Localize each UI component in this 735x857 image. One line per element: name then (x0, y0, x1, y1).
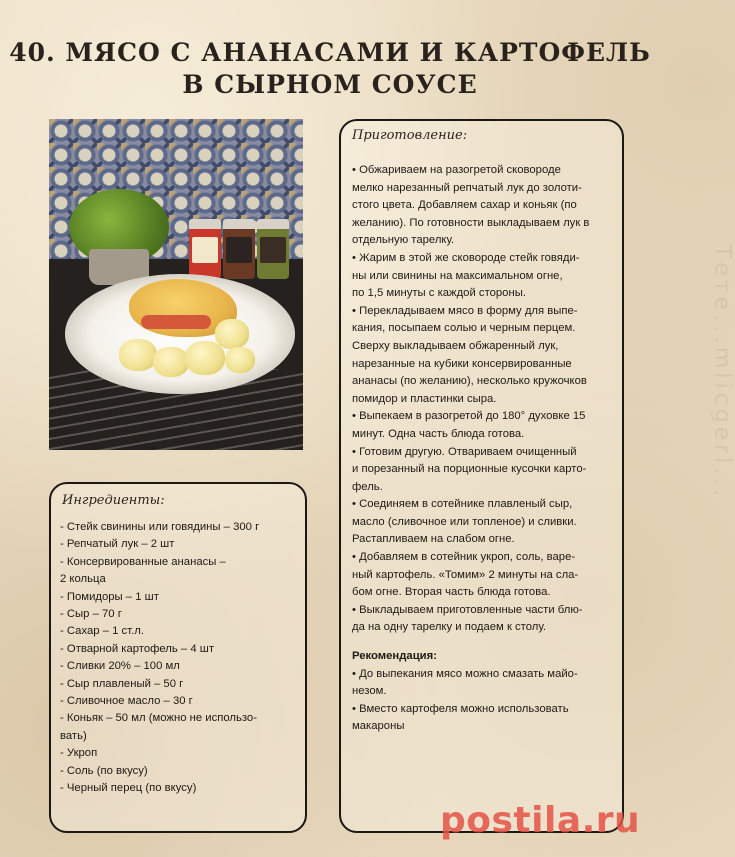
tomato-slices (141, 315, 211, 329)
ingredient-item: - Стейк свинины или говядины – 300 г (60, 521, 260, 533)
ingredient-item: - Сливочное масло – 30 г (60, 695, 193, 708)
step-line: желанию). По готовности выкладываем лук в (352, 216, 590, 229)
ingredient-item: - Сыр – 70 г (60, 608, 122, 621)
step-line: Сверху выкладываем обжаренный лук, (352, 339, 559, 352)
dish-photo (49, 119, 303, 450)
recommendation-title: Рекомендация: (352, 650, 437, 663)
ingredient-item: - Отварной картофель – 4 шт (60, 642, 215, 655)
ingredient-item: - Сыр плавленый – 50 г (60, 677, 184, 690)
step-line: • Соединяем в сотейнике плавленый сыр, (352, 498, 573, 511)
ingredient-item: - Коньяк – 50 мл (можно не использо- (60, 712, 257, 725)
recommendation-line: • Вместо картофеля можно использовать (352, 702, 569, 715)
ingredient-item: 2 кольца (60, 573, 106, 586)
step-line: по 1,5 минуты с каждой стороны. (352, 287, 526, 300)
title-line-1: 40. МЯСО С АНАНАСАМИ И КАРТОФЕЛЬ (9, 38, 651, 67)
ingredients-heading: Ингредиенты: (62, 493, 165, 508)
step-line: • Добавляем в сотейник укроп, соль, варе- (352, 551, 576, 564)
step-line: бом огне. Вторая часть блюда готова. (352, 586, 551, 599)
recommendation-line: • До выпекания мясо можно смазать майо- (352, 667, 578, 680)
spice-jar-green (257, 219, 289, 279)
potato (185, 341, 225, 375)
spice-jar-brown (223, 219, 255, 279)
ingredient-item: - Репчатый лук – 2 шт (60, 538, 175, 551)
postila-logo: postila.ru (440, 800, 641, 841)
step-line: фель. (352, 480, 383, 493)
ingredient-item: - Консервированные ананасы – (60, 555, 226, 568)
step-line: минут. Одна часть блюда готова. (352, 427, 525, 440)
step-line: ананасы (по желанию), несколько кружочков (352, 375, 587, 388)
preparation-steps (352, 162, 620, 736)
step-line: • Выкладываем приготовленные части блю- (352, 603, 583, 616)
ingredient-item: вать) (60, 729, 87, 742)
potato (215, 319, 249, 349)
step-line: мелко нарезанный репчатый лук до золоти- (352, 181, 582, 194)
vertical-watermark: Тете...mlicgerl... (709, 244, 735, 501)
ingredient-item: - Сахар – 1 ст.л. (60, 625, 144, 638)
step-line: да на одну тарелку и подаем к столу. (352, 621, 547, 634)
ingredient-item: - Соль (по вкусу) (60, 764, 148, 777)
recommendation-line: макароны (352, 720, 405, 733)
step-line: • Выпекаем в разогретой до 180° духовке 15 (352, 410, 586, 423)
potato (153, 347, 189, 377)
spice-jar-red (189, 219, 221, 279)
title-line-2: В СЫРНОМ СОУСЕ (182, 70, 478, 99)
step-line: • Перекладываем мясо в форму для выпе- (352, 304, 578, 317)
step-line: кания, посыпаем солью и черным перцем. (352, 322, 576, 335)
preparation-heading: Приготовление: (352, 128, 468, 143)
step-line: • Обжариваем на разогретой сковороде (352, 164, 561, 176)
step-line: нарезанные на кубики консервированные (352, 357, 572, 370)
potato (225, 347, 255, 373)
step-line: ны или свинины на максимальном огне, (352, 269, 563, 282)
step-line: масло (сливочное или топленое) и сливки. (352, 515, 577, 528)
step-line: и порезанный на порционные кусочки карто- (352, 463, 587, 476)
step-line: • Жарим в этой же сковороде стейк говяди- (352, 251, 580, 264)
ingredients-list (60, 519, 295, 798)
step-line: помидор и пластинки сыра. (352, 392, 497, 405)
ingredient-item: - Укроп (60, 747, 98, 760)
step-line: Растапливаем на слабом огне. (352, 533, 515, 546)
step-line: ный картофель. «Томим» 2 минуты на сла- (352, 568, 579, 581)
recommendation-line: незом. (352, 685, 387, 698)
step-line: • Готовим другую. Отвариваем очищенный (352, 445, 577, 458)
ingredient-item: - Сливки 20% – 100 мл (60, 660, 180, 673)
step-line: стого цвета. Добавляем сахар и коньяк (по (352, 199, 577, 212)
ingredient-item: - Черный перец (по вкусу) (60, 782, 197, 795)
step-line: отдельную тарелку. (352, 234, 455, 247)
ingredient-item: - Помидоры – 1 шт (60, 590, 159, 603)
potato (119, 339, 157, 371)
